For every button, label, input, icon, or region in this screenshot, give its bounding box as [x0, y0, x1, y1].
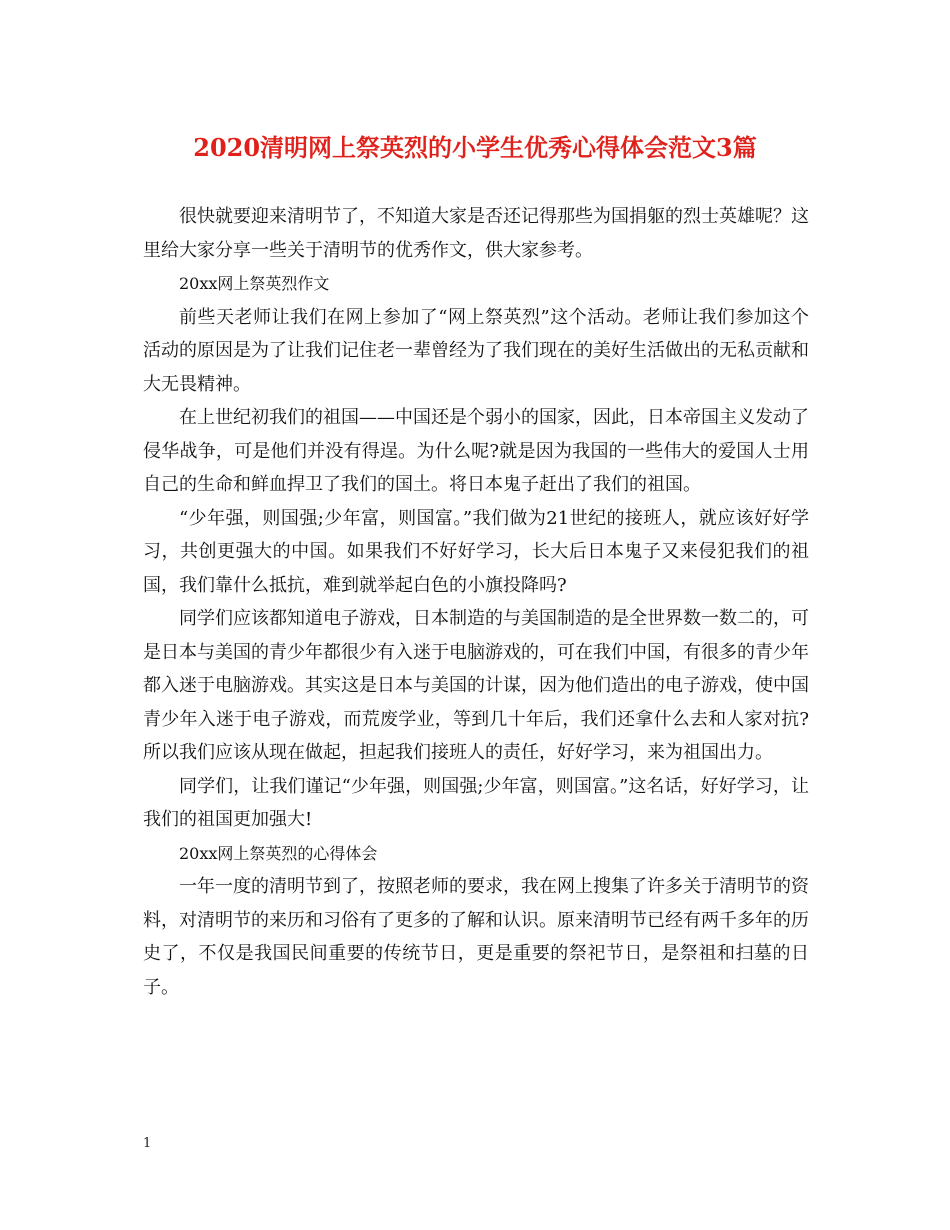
paragraph-intro: 很快就要迎来清明节了，不知道大家是否还记得那些为国捐躯的烈士英雄呢？这里给大家分享一些关于清明节的优秀作文，供大家参考。 — [143, 206, 809, 261]
document-body — [143, 200, 809, 1004]
paragraph: 一年一度的清明节到了，按照老师的要求，我在网上搜集了许多关于清明节的资料，对清明节的来历和习俗有了更多的了解和认识。原来清明节已经有两千多年的历史了，不仅是我国民间重要的传统节日，更是重要的祭祀节日，是祭祖和扫墓的日子。 — [143, 876, 809, 998]
page-number: 1 — [143, 1136, 152, 1151]
paragraph: 在上世纪初我们的祖国——中国还是个弱小的国家，因此，日本帝国主义发动了侵华战争，可是他们并没有得逞。为什么呢?就是因为我国的一些伟大的爱国人士用自己的生命和鲜血捍卫了我们的国土。将日本鬼子赶出了我们的祖国。 — [143, 407, 809, 495]
paragraph: 前些天老师让我们在网上参加了“网上祭英烈”这个活动。老师让我们参加这个活动的原因是为了让我们记住老一辈曾经为了我们现在的美好生活做出的无私贡献和大无畏精神。 — [143, 306, 809, 395]
section-heading-reflection: 20xx网上祭英烈的心得体会 — [179, 843, 378, 863]
paragraph: 同学们，让我们谨记“少年强，则国强;少年富，则国富。”这名话，好好学习，让我们的祖国更加强大! — [143, 775, 809, 830]
document-title: 2020清明网上祭英烈的小学生优秀心得体会范文3篇 — [193, 133, 757, 162]
section-heading-essay: 20xx网上祭英烈作文 — [179, 274, 330, 293]
paragraph: 同学们应该都知道电子游戏，日本制造的与美国制造的是全世界数一数二的，可是日本与美国的青少年都很少有入迷于电脑游戏的，可在我们中国，有很多的青少年都入迷于电脑游戏。其实这是日本与美国的计谋，因为他们造出的电子游戏，使中国青少年入迷于电子游戏，而荒废学业，等到几十年后，我们还拿什么去和人家对抗?所以我们应该从现在做起，担起我们接班人的责任，好好学习，来为祖国出力。 — [143, 608, 809, 763]
paragraph: “少年强，则国强;少年富，则国富。”我们做为21世纪的接班人，就应该好好学习，共创更强大的中国。如果我们不好好学习，长大后日本鬼子又来侵犯我们的祖国，我们靠什么抵抗，难到就举起白色的小旗投降吗? — [143, 507, 809, 596]
